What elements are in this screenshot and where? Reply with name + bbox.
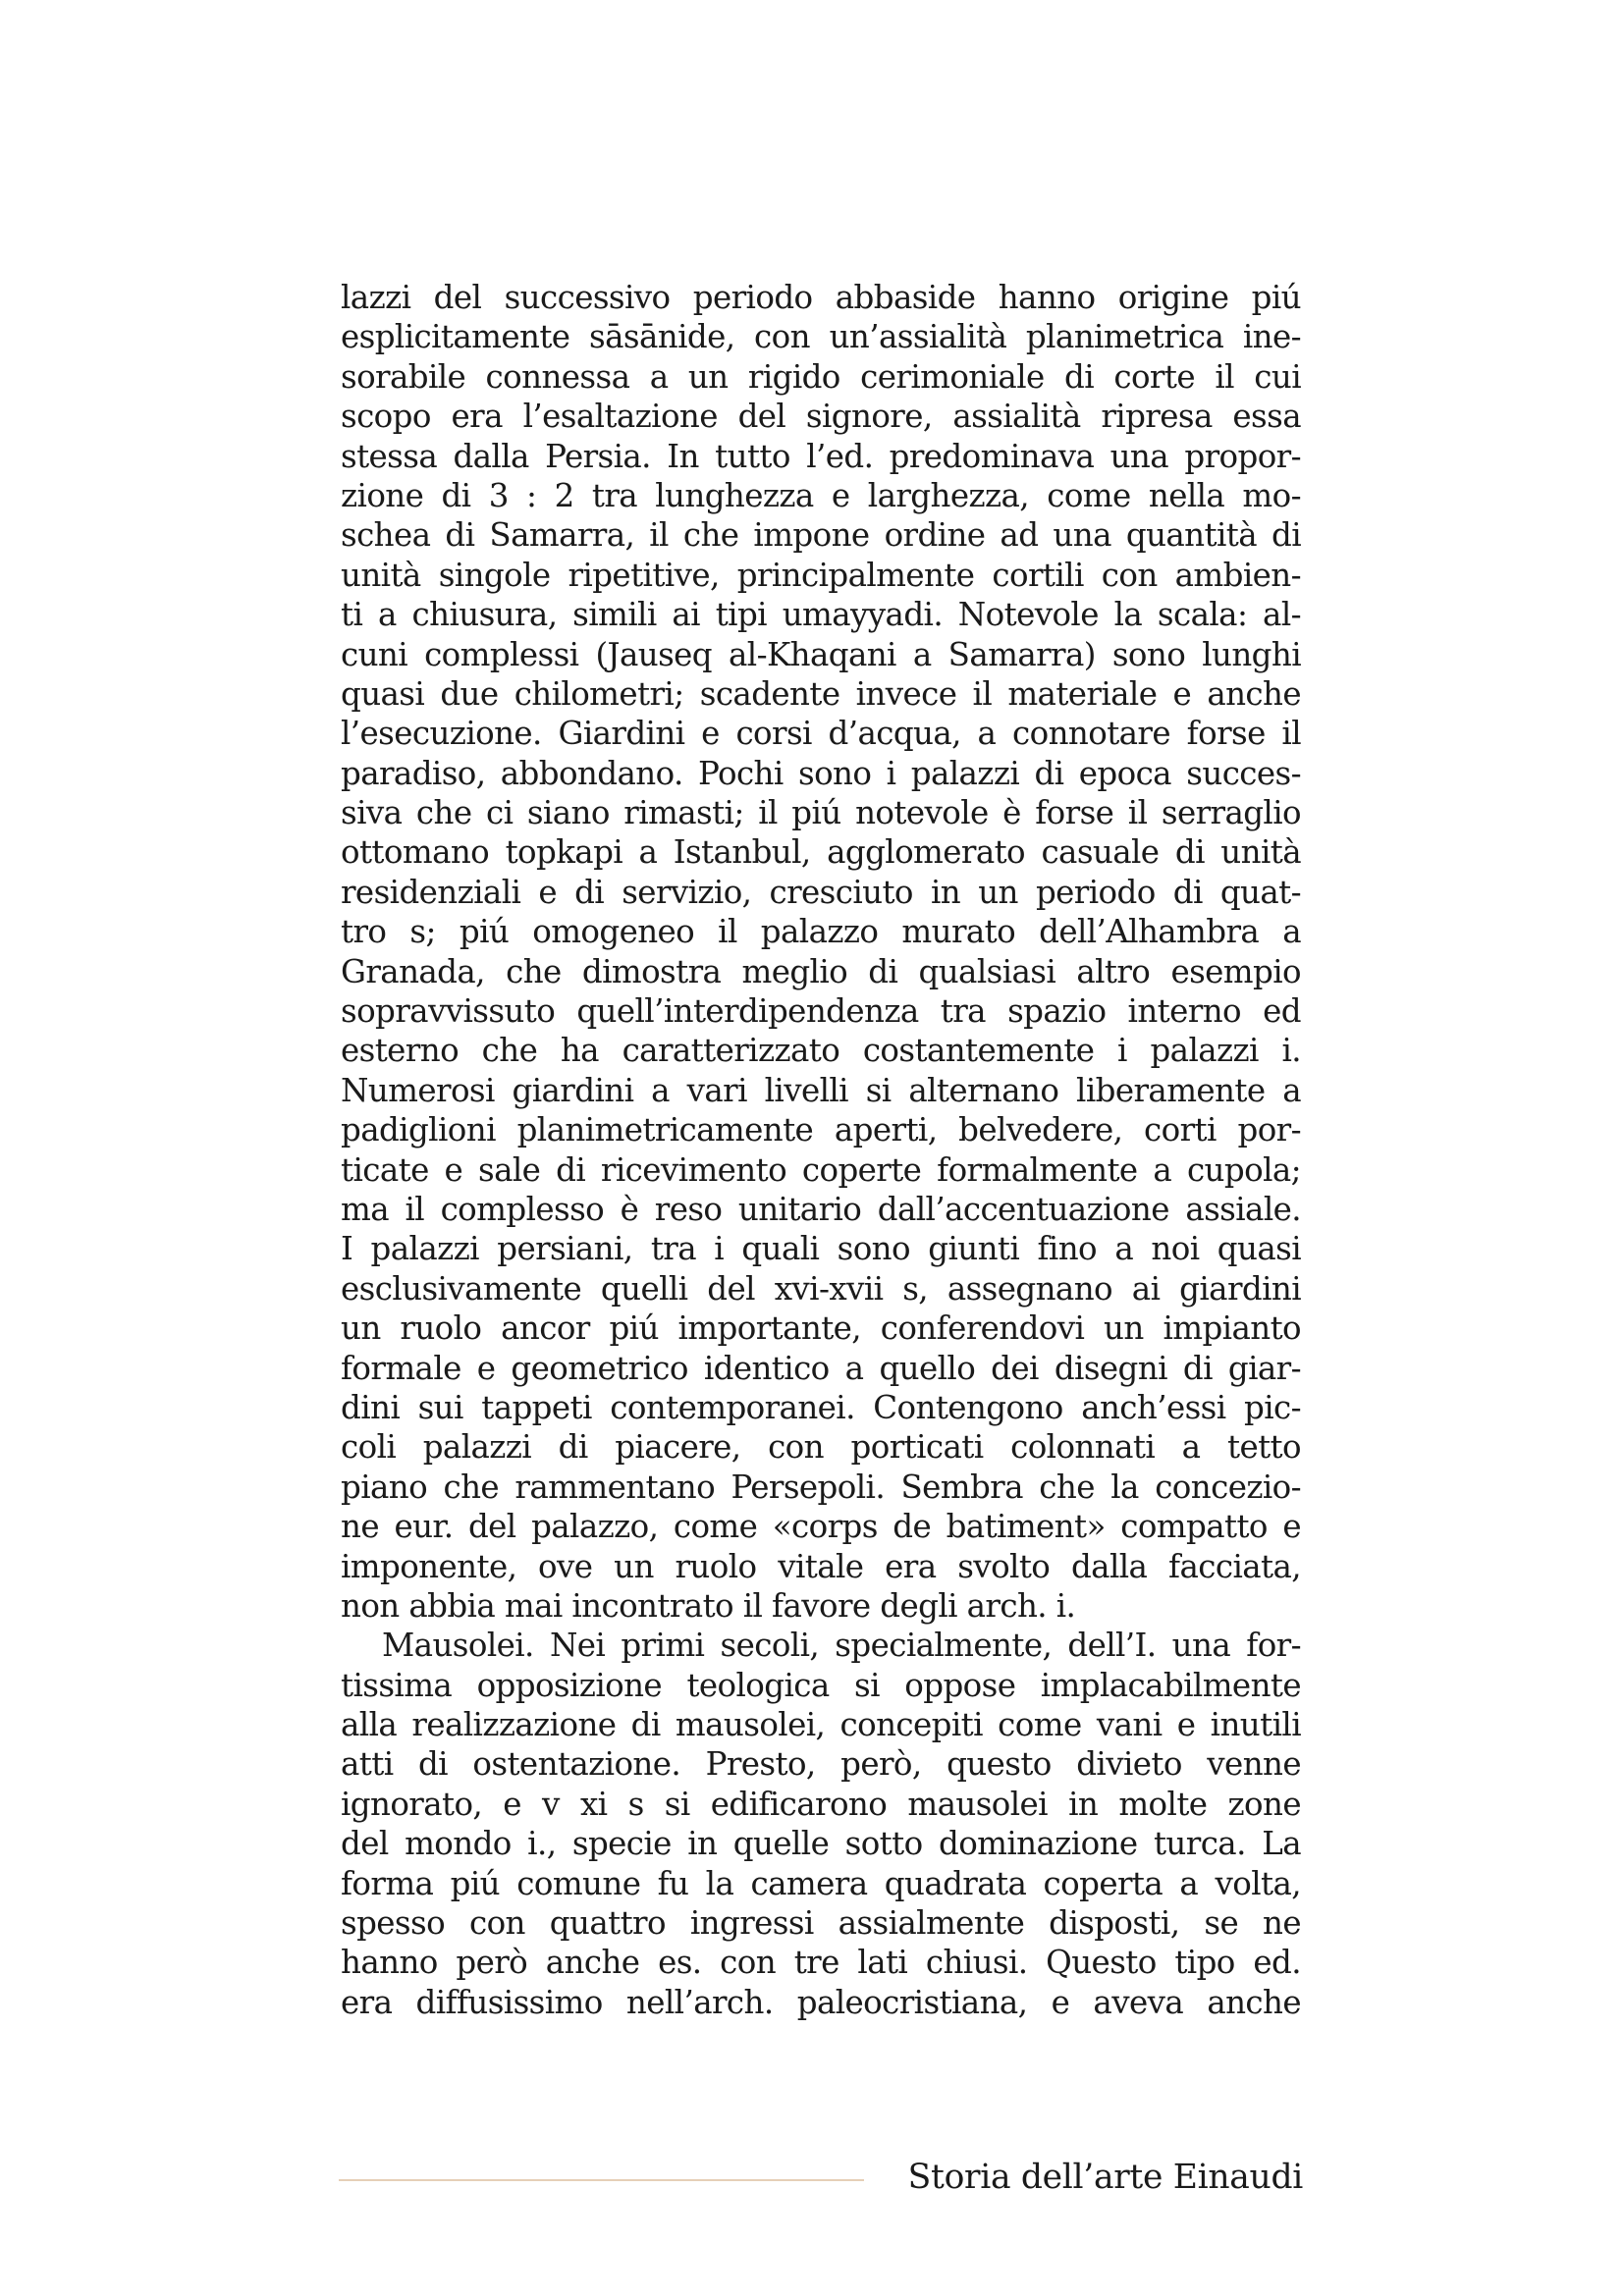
paragraph-mausolei	[341, 1626, 1301, 2022]
text-line: esplicitamente sāsānide, con un’assialità planimetrica ine-	[341, 318, 1301, 356]
text-line: non abbia mai incontrato il favore degli arch. i.	[341, 1586, 1076, 1625]
text-line: formale e geometrico identico a quello dei disegni di giar-	[341, 1349, 1301, 1387]
text-line: schea di Samarra, il che impone ordine ad una quantità di	[341, 516, 1301, 555]
text-line: spesso con quattro ingressi assialmente disposti, se ne	[341, 1904, 1301, 1943]
paragraph-palazzi	[341, 278, 1301, 1626]
text-line: sopravvissuto quell’interdipendenza tra spazio interno ed	[341, 992, 1301, 1031]
main-text	[341, 278, 1301, 2022]
text-line: sorabile connessa a un rigido cerimoniale di corte il cui	[341, 357, 1301, 396]
text-line: ti a chiusura, simili ai tipi umayyadi. Notevole la scala: al-	[341, 596, 1301, 634]
text-line: esclusivamente quelli del xvi-xvii s, assegnano ai giardini	[341, 1269, 1301, 1308]
text-line: ignorato, e v xi s si edificarono mausolei in molte zone	[341, 1785, 1301, 1823]
text-line: forma piú comune fu la camera quadrata coperta a volta,	[341, 1864, 1301, 1902]
text-line: stessa dalla Persia. In tutto l’ed. predominava una propor-	[341, 437, 1301, 475]
text-line: Granada, che dimostra meglio di qualsiasi altro esempio	[341, 952, 1301, 990]
text-line: scopo era l’esaltazione del signore, assialità ripresa essa	[341, 398, 1301, 436]
text-line: coli palazzi di piacere, con porticati colonnati a tetto	[341, 1428, 1301, 1467]
text-line: unità singole ripetitive, principalmente cortili con ambien-	[341, 556, 1301, 594]
text-line: atti di ostentazione. Presto, però, questo divieto venne	[341, 1745, 1301, 1784]
text-line: cuni complessi (Jauseq al-Khaqani a Samarra) sono lunghi	[341, 635, 1301, 673]
text-line: ma il complesso è reso unitario dall’accentuazione assiale.	[341, 1190, 1301, 1228]
footer-rule	[339, 2179, 864, 2181]
footer-title: Storia dell’arte Einaudi	[907, 2158, 1303, 2197]
text-line: imponente, ove un ruolo vitale era svolto dalla facciata,	[341, 1547, 1301, 1585]
text-line: Mausolei. Nei primi secoli, specialmente, dell’I. una for-	[382, 1627, 1301, 1665]
text-line: tissima opposizione teologica si oppose implacabilmente	[341, 1666, 1301, 1704]
text-line: padiglioni planimetricamente aperti, belvedere, corti por-	[341, 1111, 1301, 1149]
text-line: piano che rammentano Persepoli. Sembra che la concezio-	[341, 1468, 1301, 1506]
text-line: era diffusissimo nell’arch. paleocristiana, e aveva anche	[341, 1983, 1301, 2021]
text-line: ticate e sale di ricevimento coperte formalmente a cupola;	[341, 1150, 1301, 1189]
text-line: ottomano topkapi a Istanbul, agglomerato casuale di unità	[341, 833, 1301, 872]
text-line: paradiso, abbondano. Pochi sono i palazzi di epoca succes-	[341, 754, 1301, 792]
text-line: Numerosi giardini a vari livelli si alternano liberamente a	[341, 1071, 1301, 1109]
text-line: tro s; piú omogeneo il palazzo murato dell’Alhambra a	[341, 913, 1301, 951]
text-line: hanno però anche es. con tre lati chiusi. Questo tipo ed.	[341, 1944, 1301, 1982]
text-line: I palazzi persiani, tra i quali sono giunti fino a noi quasi	[341, 1230, 1301, 1268]
text-line: lazzi del successivo periodo abbaside hanno origine piú	[341, 279, 1301, 316]
text-line: un ruolo ancor piú importante, conferendovi un impianto	[341, 1309, 1301, 1348]
text-line: esterno che ha caratterizzato costantemente i palazzi i.	[341, 1032, 1301, 1070]
text-line: quasi due chilometri; scadente invece il materiale e anche	[341, 674, 1301, 713]
text-line: residenziali e di servizio, cresciuto in un periodo di quat-	[341, 873, 1301, 911]
text-line: zione di 3 : 2 tra lunghezza e larghezza, come nella mo-	[341, 476, 1301, 514]
text-line: siva che ci siano rimasti; il piú notevole è forse il serraglio	[341, 794, 1301, 832]
text-line: alla realizzazione di mausolei, concepiti come vani e inutili	[341, 1706, 1301, 1744]
text-line: l’esecuzione. Giardini e corsi d’acqua, a connotare forse il	[341, 715, 1301, 753]
text-line: ne eur. del palazzo, come «corps de batiment» compatto e	[341, 1508, 1301, 1546]
text-line: del mondo i., specie in quelle sotto dominazione turca. La	[341, 1825, 1301, 1863]
text-line: dini sui tappeti contemporanei. Contengono anch’essi pic-	[341, 1388, 1301, 1426]
